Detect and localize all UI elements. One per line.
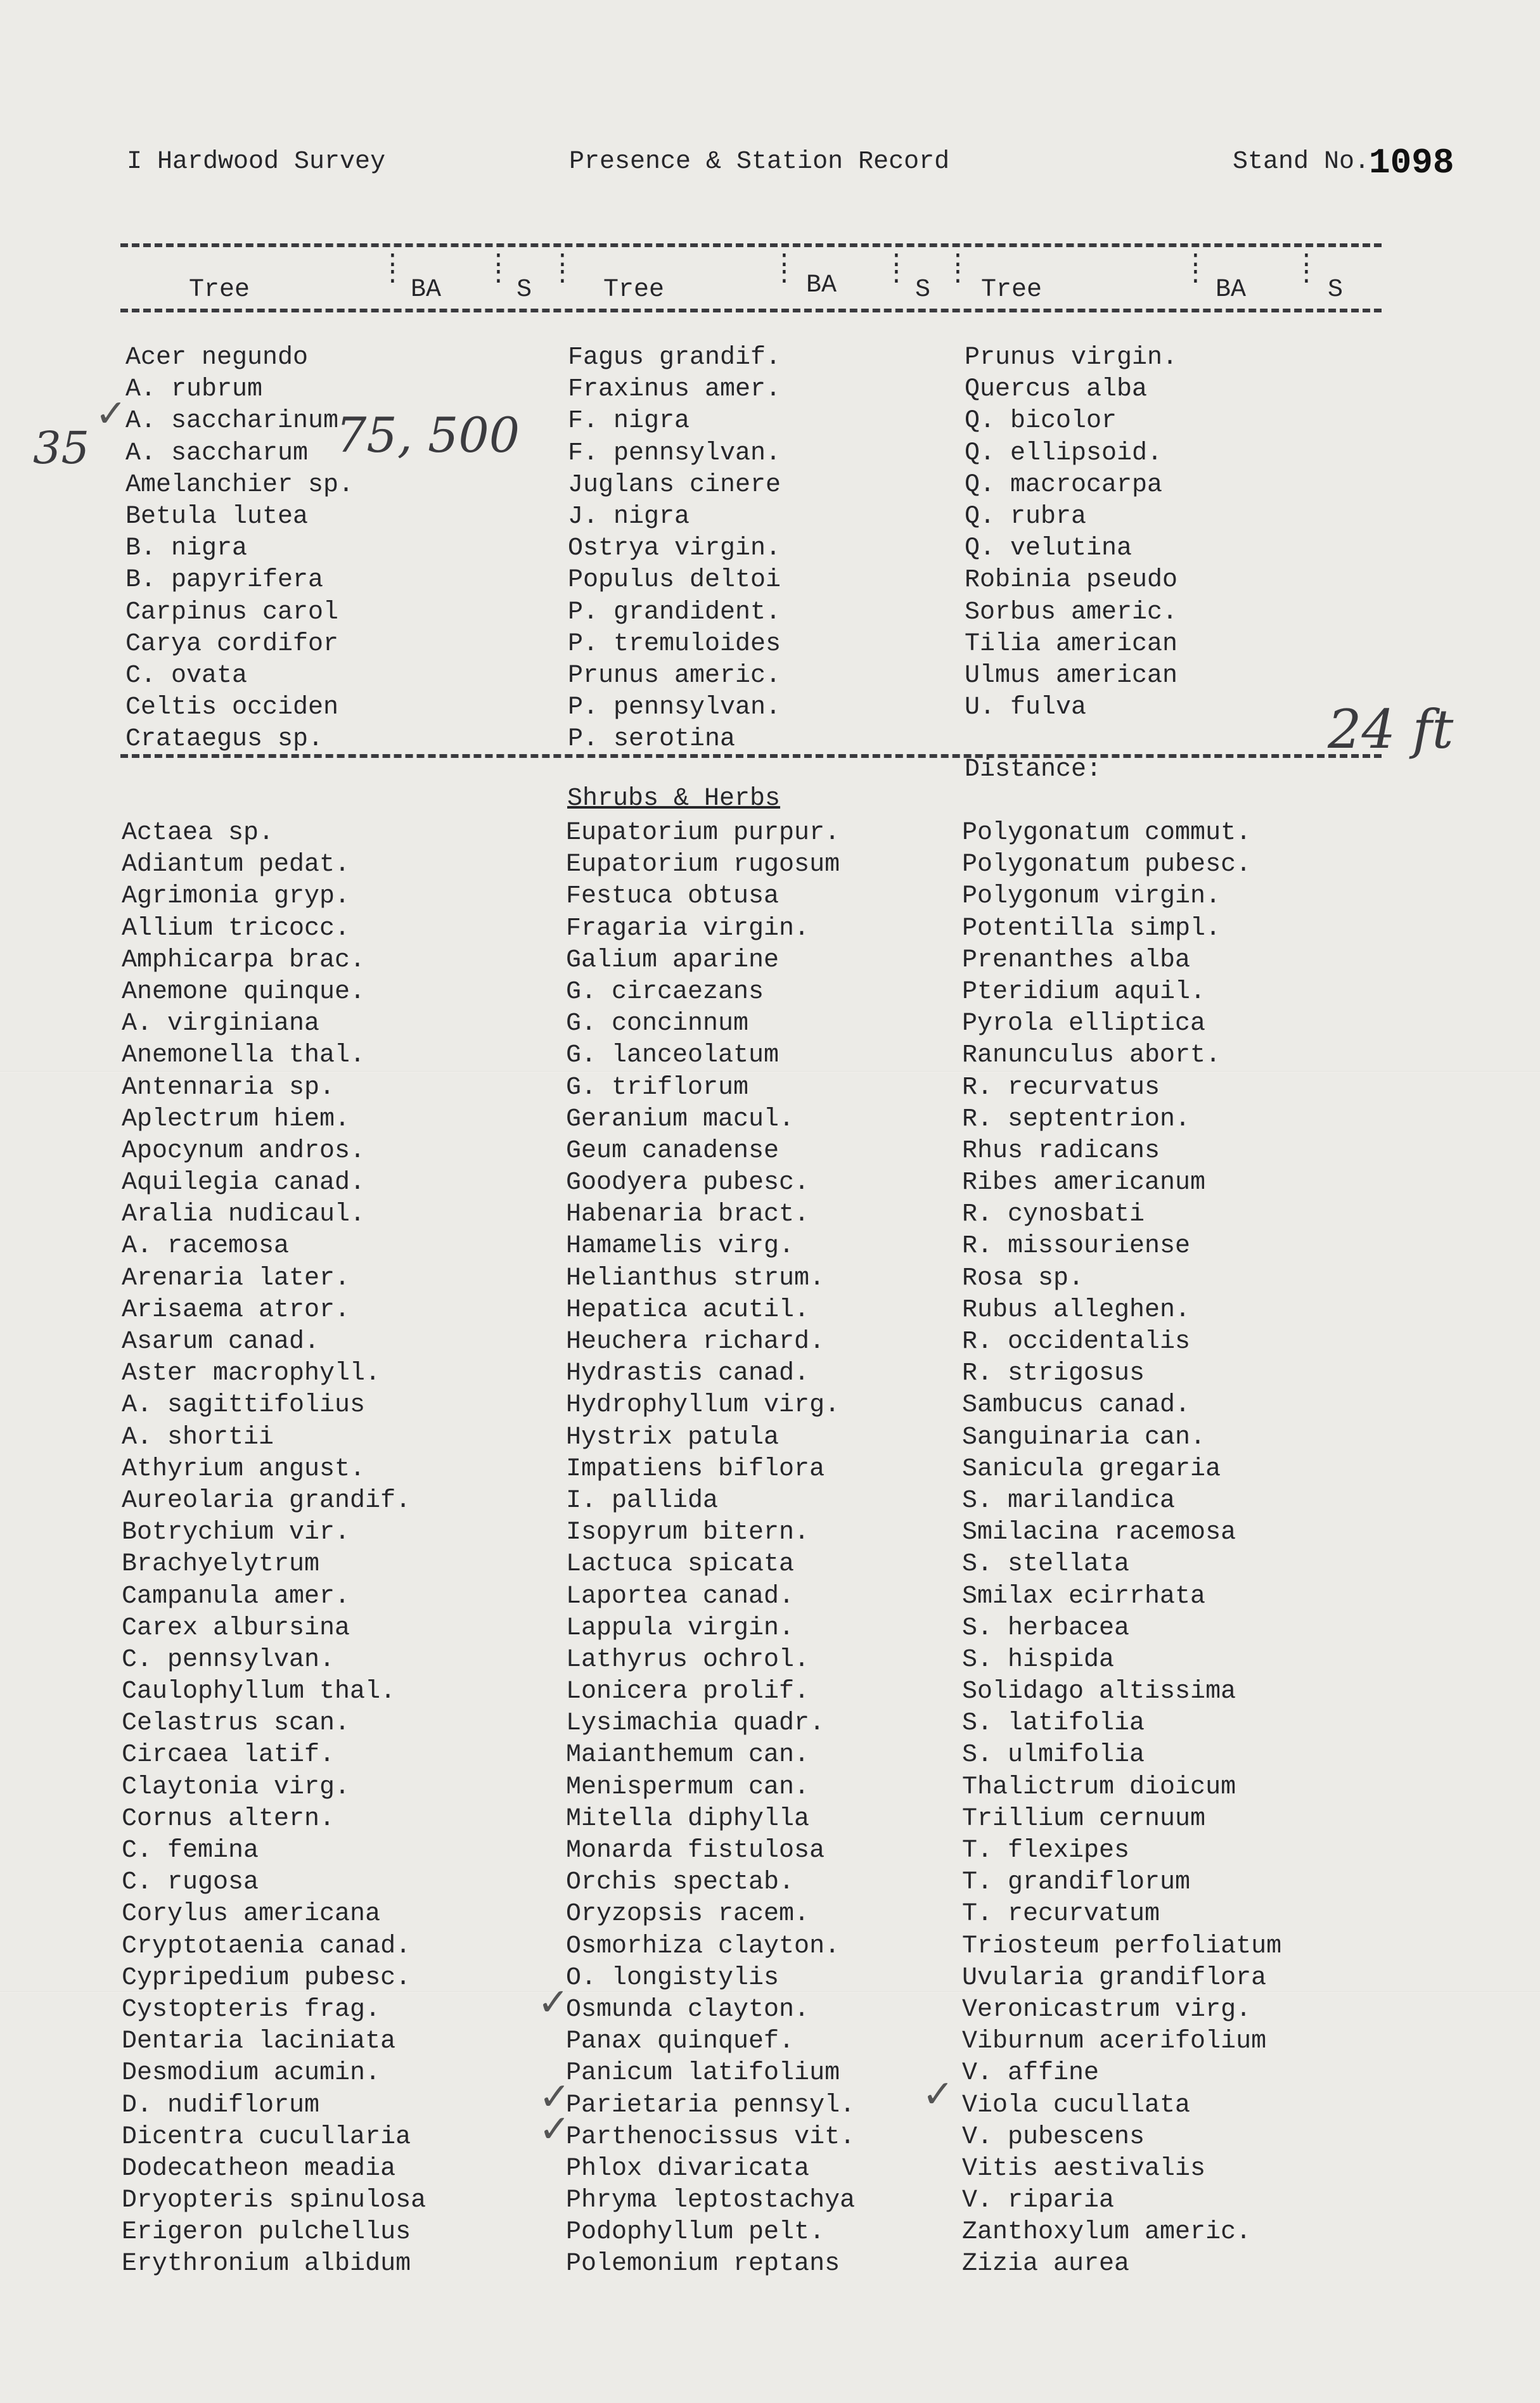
species-entry: F. nigra <box>568 407 690 436</box>
distance-rule <box>120 754 1382 758</box>
species-entry: Maianthemum can. <box>566 1741 810 1770</box>
column-separator: : : <box>951 247 965 290</box>
species-entry: Prenanthes alba <box>962 945 1191 975</box>
species-entry: Cornus altern. <box>122 1804 335 1833</box>
species-entry: Fagus grandif. <box>568 343 781 372</box>
stand-number: 1098 <box>1369 143 1454 183</box>
species-entry: Parthenocissus vit. <box>566 2122 856 2151</box>
species-entry: Celtis occiden <box>125 693 339 722</box>
species-entry: Trillium cernuum <box>962 1804 1206 1833</box>
species-entry: Laportea canad. <box>566 1582 795 1611</box>
species-entry: Hepatica acutil. <box>566 1295 810 1324</box>
species-entry: Cryptotaenia canad. <box>122 1932 411 1961</box>
column-separator: : : <box>777 247 792 290</box>
species-entry: A. sagittifolius <box>122 1391 366 1420</box>
species-entry: Impatiens biflora <box>566 1454 825 1483</box>
species-entry: Smilacina racemosa <box>962 1518 1236 1548</box>
species-entry: Eupatorium rugosum <box>566 850 840 880</box>
tree-header: Tree <box>189 276 250 304</box>
species-entry: Hamamelis virg. <box>566 1232 795 1261</box>
species-entry: Lappula virgin. <box>566 1613 795 1643</box>
species-entry: Acer negundo <box>125 343 309 372</box>
species-entry: Lathyrus ochrol. <box>566 1645 810 1674</box>
species-entry: G. circaezans <box>566 977 764 1006</box>
species-entry: Dodecatheon meadia <box>122 2154 396 2183</box>
species-entry: Adiantum pedat. <box>122 850 350 880</box>
species-entry: Osmunda clayton. <box>566 1995 810 2024</box>
species-entry: D. nudiflorum <box>122 2091 320 2120</box>
species-entry: Arenaria later. <box>122 1264 350 1293</box>
species-entry: Triosteum perfoliatum <box>962 1932 1282 1961</box>
species-entry: Apocynum andros. <box>122 1136 366 1165</box>
species-entry: Quercus alba <box>965 375 1148 404</box>
ba-header: BA <box>806 271 837 300</box>
species-entry: Allium tricocc. <box>122 914 350 943</box>
species-entry: Amelanchier sp. <box>125 470 354 499</box>
species-entry: Celastrus scan. <box>122 1709 350 1738</box>
species-entry: Parietaria pennsyl. <box>566 2091 856 2120</box>
species-entry: Dentaria laciniata <box>122 2027 396 2056</box>
species-entry: Actaea sp. <box>122 819 274 847</box>
species-entry: R. missouriense <box>962 1232 1191 1261</box>
species-entry: Prunus americ. <box>568 661 781 690</box>
species-entry: Sanicula gregaria <box>962 1454 1221 1483</box>
species-entry: Dryopteris spinulosa <box>122 2186 427 2215</box>
species-entry: Cypripedium pubesc. <box>122 1963 411 1992</box>
species-entry: A. rubrum <box>125 375 263 404</box>
species-entry: Smilax ecirrhata <box>962 1582 1206 1611</box>
distance-note: 24 ft <box>1328 698 1454 760</box>
species-entry: Athyrium angust. <box>122 1454 366 1483</box>
species-entry: B. papyrifera <box>125 566 324 595</box>
species-entry: Arisaema atror. <box>122 1295 350 1324</box>
species-entry: A. saccharum <box>125 439 309 468</box>
species-entry: Lactuca spicata <box>566 1550 795 1579</box>
species-entry: Populus deltoi <box>568 566 781 595</box>
species-entry: A. racemosa <box>122 1232 290 1261</box>
column-separator: : : <box>1188 247 1203 290</box>
species-entry: Prunus virgin. <box>965 343 1178 372</box>
shrub-list-2 <box>566 817 855 2281</box>
species-entry: Ulmus american <box>965 661 1178 690</box>
species-entry: Q. ellipsoid. <box>965 439 1163 468</box>
species-entry: Uvularia grandiflora <box>962 1963 1267 1992</box>
shrub-list-1 <box>122 817 426 2281</box>
species-entry: Pteridium aquil. <box>962 977 1206 1006</box>
species-entry: Ranunculus abort. <box>962 1041 1221 1070</box>
species-entry: Polygonatum commut. <box>962 819 1252 847</box>
column-separator: : : <box>385 247 400 290</box>
species-entry: U. fulva <box>965 693 1087 722</box>
header-rule-bottom <box>120 309 1382 312</box>
species-entry: Hydrophyllum virg. <box>566 1391 840 1420</box>
species-entry: Dicentra cucullaria <box>122 2122 411 2151</box>
species-entry: Viola cucullata <box>962 2091 1191 2120</box>
species-entry: P. tremuloides <box>568 629 781 658</box>
species-entry: T. recurvatum <box>962 1900 1160 1929</box>
species-entry: Botrychium vir. <box>122 1518 350 1548</box>
species-entry: S. stellata <box>962 1550 1130 1579</box>
column-separator: : : <box>1299 247 1314 290</box>
species-entry: R. septentrion. <box>962 1105 1191 1134</box>
tree-list-2 <box>568 342 781 755</box>
species-entry: Crataegus sp. <box>125 725 324 754</box>
ba-header: BA <box>1216 276 1247 304</box>
shrub-list-3 <box>962 817 1281 2281</box>
species-entry: Carex albursina <box>122 1613 350 1643</box>
species-entry: Q. velutina <box>965 534 1133 563</box>
species-entry: Aplectrum hiem. <box>122 1105 350 1134</box>
species-entry: Campanula amer. <box>122 1582 350 1611</box>
species-entry: Polygonum virgin. <box>962 882 1221 911</box>
species-entry: Carya cordifor <box>125 629 339 658</box>
species-entry: C. femina <box>122 1836 259 1865</box>
species-entry: A. virginiana <box>122 1009 320 1039</box>
species-entry: Anemone quinque. <box>122 977 366 1006</box>
species-entry: T. grandiflorum <box>962 1868 1191 1897</box>
tree-header: Tree <box>981 276 1043 304</box>
species-entry: C. pennsylvan. <box>122 1645 335 1674</box>
tree-list-3 <box>965 342 1177 724</box>
species-entry: J. nigra <box>568 502 690 531</box>
species-entry: Osmorhiza clayton. <box>566 1932 840 1961</box>
species-entry: Veronicastrum virg. <box>962 1995 1252 2024</box>
species-entry: A. saccharinum <box>125 407 339 436</box>
species-entry: Monarda fistulosa <box>566 1836 825 1865</box>
species-entry: Hydrastis canad. <box>566 1359 810 1388</box>
species-entry: I. pallida <box>566 1486 719 1515</box>
species-entry: Polygonatum pubesc. <box>962 850 1252 880</box>
species-entry: Lonicera prolif. <box>566 1677 810 1707</box>
species-entry: Claytonia virg. <box>122 1772 350 1802</box>
tree-header: Tree <box>603 276 665 304</box>
margin-note: 35 <box>33 422 90 474</box>
species-entry: Brachyelytrum <box>122 1550 320 1579</box>
species-entry: Polemonium reptans <box>566 2250 840 2279</box>
check-mark-icon: ✓ <box>95 392 127 436</box>
survey-title: I Hardwood Survey <box>127 148 386 176</box>
species-entry: Pyrola elliptica <box>962 1009 1206 1039</box>
species-entry: Cystopteris frag. <box>122 1995 381 2024</box>
species-entry: O. longistylis <box>566 1963 780 1992</box>
species-entry: S. herbacea <box>962 1613 1130 1643</box>
species-entry: P. grandident. <box>568 598 781 627</box>
distance-label: Distance: <box>965 755 1102 784</box>
species-entry: G. concinnum <box>566 1009 749 1039</box>
species-entry: Panicum latifolium <box>566 2059 840 2088</box>
s-header: S <box>915 276 931 304</box>
species-entry: Phryma leptostachya <box>566 2186 856 2215</box>
species-entry: C. ovata <box>125 661 248 690</box>
species-entry: Eupatorium purpur. <box>566 819 840 847</box>
species-entry: Asarum canad. <box>122 1328 320 1356</box>
column-separator: : : <box>555 247 570 290</box>
species-entry: Sanguinaria can. <box>962 1423 1206 1452</box>
s-header: S <box>1328 276 1344 304</box>
species-entry: Thalictrum dioicum <box>962 1772 1236 1802</box>
species-entry: Fragaria virgin. <box>566 914 810 943</box>
species-entry: Tilia american <box>965 629 1178 658</box>
species-entry: Aralia nudicaul. <box>122 1200 366 1229</box>
species-entry: Oryzopsis racem. <box>566 1900 810 1929</box>
species-entry: Solidago altissima <box>962 1677 1236 1707</box>
species-entry: Aster macrophyll. <box>122 1359 381 1388</box>
species-entry: Betula lutea <box>125 502 309 531</box>
species-entry: Aquilegia canad. <box>122 1169 366 1198</box>
species-entry: Menispermum can. <box>566 1772 810 1802</box>
species-entry: R. cynosbati <box>962 1200 1145 1229</box>
species-entry: Vitis aestivalis <box>962 2154 1206 2183</box>
species-entry: V. pubescens <box>962 2122 1145 2151</box>
species-entry: Heuchera richard. <box>566 1328 825 1356</box>
species-entry: Geranium macul. <box>566 1105 795 1134</box>
species-entry: S. ulmifolia <box>962 1741 1145 1770</box>
species-entry: Q. macrocarpa <box>965 470 1163 499</box>
species-entry: S. marilandica <box>962 1486 1176 1515</box>
species-entry: Hystrix patula <box>566 1423 780 1452</box>
stand-label: Stand No. <box>1233 148 1370 176</box>
species-entry: V. affine <box>962 2059 1100 2088</box>
check-mark-icon: ✓ <box>539 2075 571 2119</box>
species-entry: R. recurvatus <box>962 1073 1160 1102</box>
species-entry: Zizia aurea <box>962 2250 1130 2279</box>
check-mark-icon: ✓ <box>539 2107 571 2151</box>
species-entry: Anemonella thal. <box>122 1041 366 1070</box>
species-entry: Corylus americana <box>122 1900 381 1929</box>
species-entry: Erythronium albidum <box>122 2250 411 2279</box>
species-entry: Ostrya virgin. <box>568 534 781 563</box>
record-title: Presence & Station Record <box>569 148 950 176</box>
species-entry: Aureolaria grandif. <box>122 1486 411 1515</box>
species-entry: Juglans cinere <box>568 470 781 499</box>
species-entry: F. pennsylvan. <box>568 439 781 468</box>
species-entry: Goodyera pubesc. <box>566 1169 810 1198</box>
species-entry: Isopyrum bitern. <box>566 1518 810 1548</box>
species-entry: B. nigra <box>125 534 248 563</box>
check-mark-icon: ✓ <box>922 2072 954 2117</box>
species-entry: Geum canadense <box>566 1136 780 1165</box>
species-entry: Mitella diphylla <box>566 1804 810 1833</box>
species-entry: Rhus radicans <box>962 1136 1160 1165</box>
species-entry: Q. rubra <box>965 502 1087 531</box>
species-entry: C. rugosa <box>122 1868 259 1897</box>
species-entry: Erigeron pulchellus <box>122 2218 411 2247</box>
column-separator: : : <box>889 247 904 290</box>
s-header: S <box>517 276 532 304</box>
species-entry: Festuca obtusa <box>566 882 780 911</box>
species-entry: Fraxinus amer. <box>568 375 781 404</box>
species-entry: R. occidentalis <box>962 1328 1191 1356</box>
species-entry: Q. bicolor <box>965 407 1117 436</box>
species-entry: Helianthus strum. <box>566 1264 825 1293</box>
species-entry: Galium aparine <box>566 945 780 975</box>
species-entry: Caulophyllum thal. <box>122 1677 396 1707</box>
species-entry: Carpinus carol <box>125 598 339 627</box>
column-separator: : : <box>491 247 506 290</box>
check-mark-icon: ✓ <box>537 1980 570 2025</box>
species-entry: A. shortii <box>122 1423 274 1452</box>
species-entry: Orchis spectab. <box>566 1868 795 1897</box>
species-entry: G. lanceolatum <box>566 1041 780 1070</box>
ba-header: BA <box>411 276 442 304</box>
species-entry: P. serotina <box>568 725 736 754</box>
species-entry: S. latifolia <box>962 1709 1145 1738</box>
species-entry: Desmodium acumin. <box>122 2059 381 2088</box>
species-entry: R. strigosus <box>962 1359 1145 1388</box>
species-entry: Antennaria sp. <box>122 1073 335 1102</box>
species-entry: Amphicarpa brac. <box>122 945 366 975</box>
species-entry: S. hispida <box>962 1645 1115 1674</box>
species-entry: Zanthoxylum americ. <box>962 2218 1252 2247</box>
species-entry: Rosa sp. <box>962 1264 1084 1293</box>
species-entry: Viburnum acerifolium <box>962 2027 1267 2056</box>
species-entry: Sambucus canad. <box>962 1391 1191 1420</box>
species-entry: Podophyllum pelt. <box>566 2218 825 2247</box>
species-entry: Sorbus americ. <box>965 598 1178 627</box>
species-entry: Panax quinquef. <box>566 2027 795 2056</box>
species-entry: Robinia pseudo <box>965 566 1178 595</box>
species-entry: T. flexipes <box>962 1836 1130 1865</box>
species-entry: P. pennsylvan. <box>568 693 781 722</box>
species-entry: Rubus alleghen. <box>962 1295 1191 1324</box>
species-entry: V. riparia <box>962 2186 1115 2215</box>
tree-list-1 <box>125 342 354 755</box>
species-entry: Agrimonia gryp. <box>122 882 350 911</box>
ba-note: 75, 500 <box>336 407 520 463</box>
species-entry: Habenaria bract. <box>566 1200 810 1229</box>
species-entry: G. triflorum <box>566 1073 749 1102</box>
species-entry: Circaea latif. <box>122 1741 335 1770</box>
species-entry: Lysimachia quadr. <box>566 1709 825 1738</box>
species-entry: Phlox divaricata <box>566 2154 810 2183</box>
shrubs-herbs-heading: Shrubs & Herbs <box>567 785 781 813</box>
species-entry: Potentilla simpl. <box>962 914 1221 943</box>
species-entry: Ribes americanum <box>962 1169 1206 1198</box>
